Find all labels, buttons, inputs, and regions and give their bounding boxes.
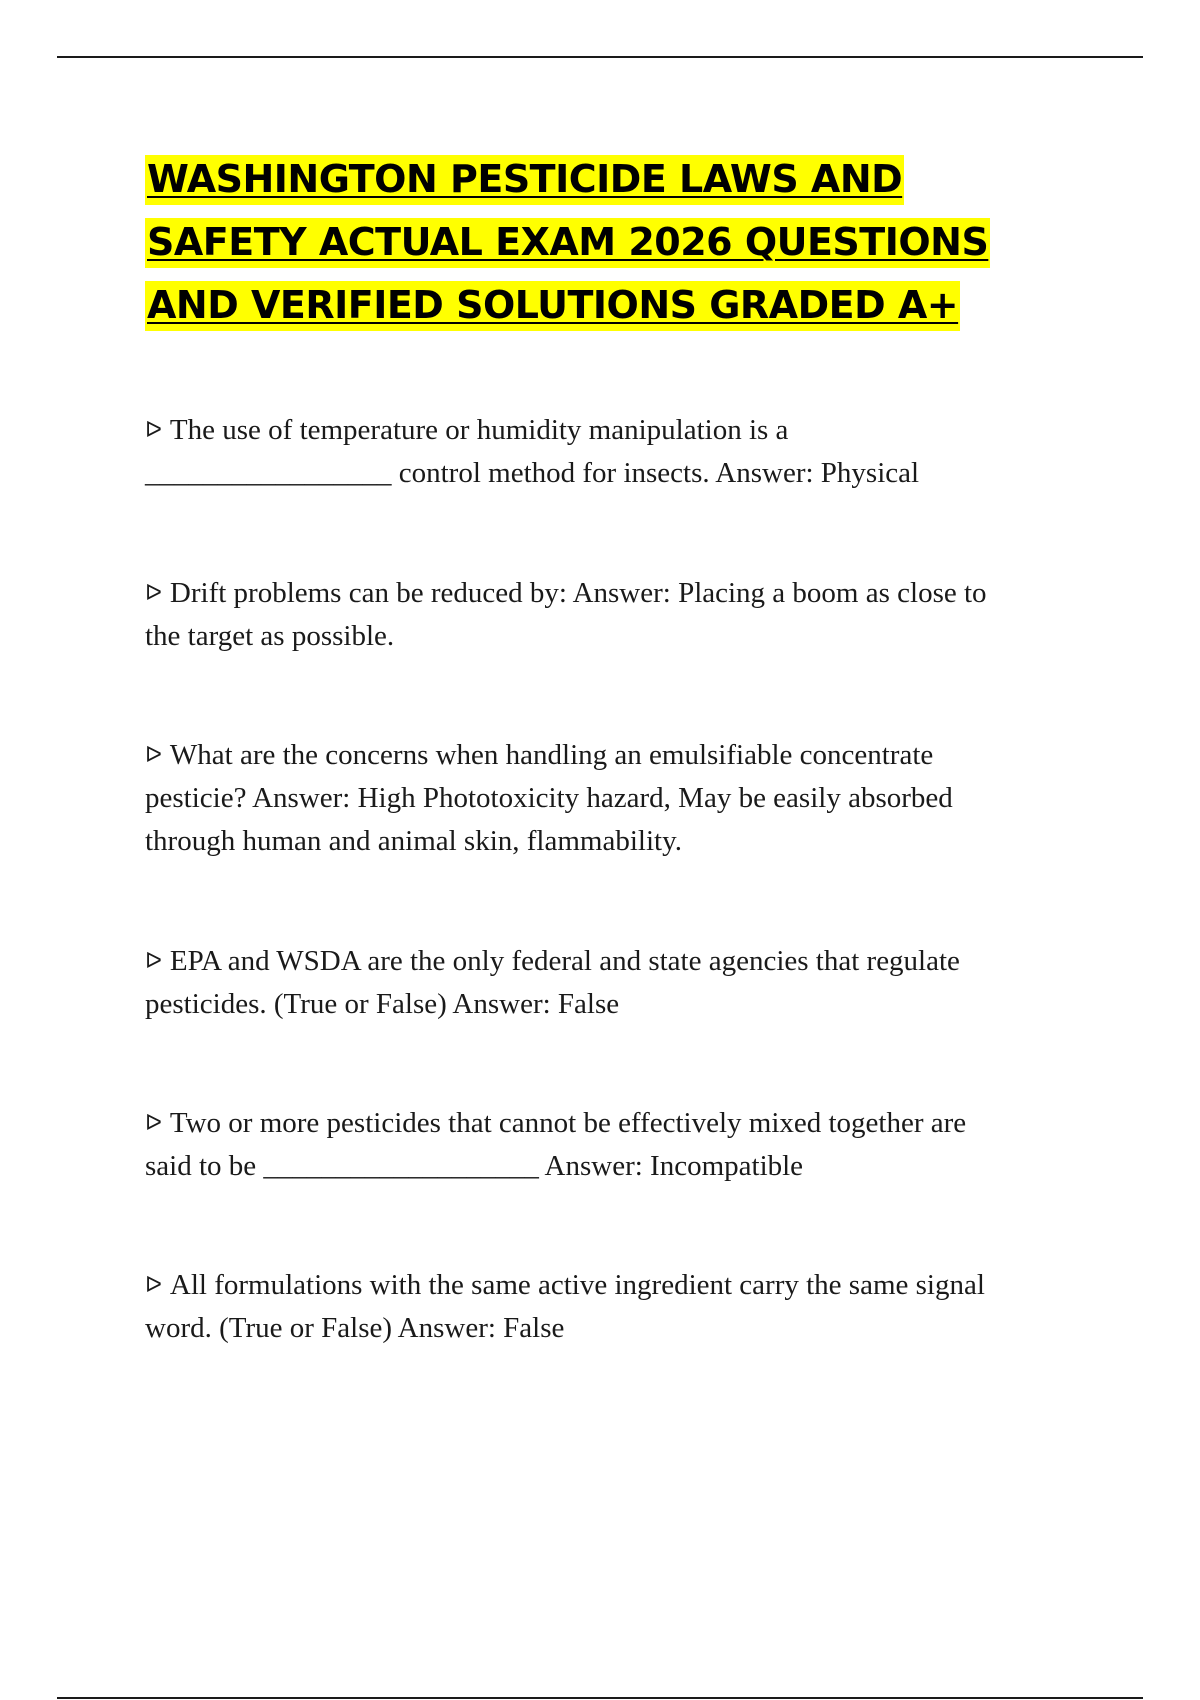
question-text-line-1: The use of temperature or humidity manipulation is a <box>169 414 789 446</box>
triangle-bullet-icon: ᐅ <box>145 1273 162 1298</box>
triangle-bullet-icon: ᐅ <box>145 949 162 974</box>
triangle-bullet-icon: ᐅ <box>145 743 162 768</box>
question-text-line-2: _________________ control method for insects. Answer: Physical <box>145 457 920 489</box>
document-title <box>145 148 1075 337</box>
triangle-bullet-icon: ᐅ <box>145 581 162 606</box>
question-text-line-2: pesticie? Answer: High Phototoxicity hazard, May be easily absorbed <box>145 782 953 814</box>
question-text-line-2: the target as possible. <box>145 620 395 652</box>
question-text-line-1: EPA and WSDA are the only federal and state agencies that regulate <box>169 945 960 977</box>
question-item-6 <box>145 1264 1095 1350</box>
question-text-line-2: word. (True or False) Answer: False <box>145 1312 565 1344</box>
title-line-2: SAFETY ACTUAL EXAM 2026 QUESTIONS <box>145 211 1075 274</box>
question-text-line-1: What are the concerns when handling an emulsifiable concentrate <box>169 739 934 771</box>
question-item-3 <box>145 734 1095 863</box>
triangle-bullet-icon: ᐅ <box>145 418 162 443</box>
title-line-3: AND VERIFIED SOLUTIONS GRADED A+ <box>145 274 1075 337</box>
bottom-rule <box>57 1697 1143 1699</box>
top-rule <box>57 56 1143 58</box>
question-item-2 <box>145 572 1095 658</box>
question-text-line-2: pesticides. (True or False) Answer: False <box>145 988 620 1020</box>
question-text-line-1: Two or more pesticides that cannot be effectively mixed together are <box>169 1107 967 1139</box>
question-item-4 <box>145 940 1095 1026</box>
title-line-1: WASHINGTON PESTICIDE LAWS AND <box>145 148 1075 211</box>
triangle-bullet-icon: ᐅ <box>145 1111 162 1136</box>
question-text-line-3: through human and animal skin, flammability. <box>145 825 682 857</box>
question-item-5 <box>145 1102 1095 1188</box>
question-text-line-1: All formulations with the same active ingredient carry the same signal <box>169 1269 985 1301</box>
question-text-line-1: Drift problems can be reduced by: Answer: Placing a boom as close to <box>169 577 987 609</box>
question-item-1 <box>145 409 1095 495</box>
question-text-line-2: said to be ___________________ Answer: Incompatible <box>145 1150 804 1182</box>
